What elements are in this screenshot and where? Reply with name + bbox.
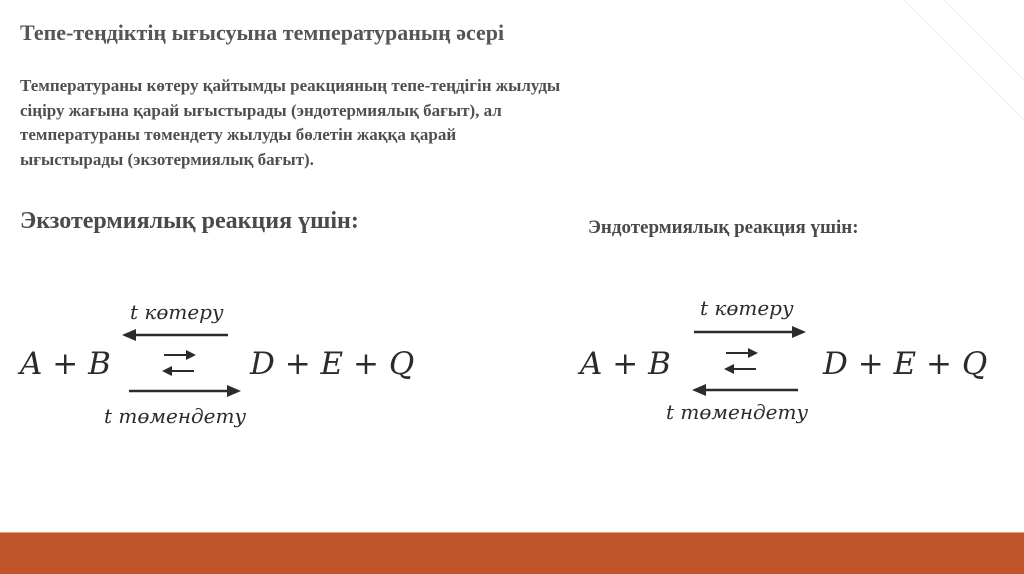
exothermic-heading: Экзотермиялық реакция үшін:: [20, 208, 359, 234]
footer-accent-bar: [0, 533, 1024, 574]
endo-top-label: t көтеру: [700, 296, 794, 320]
endo-products: D + E + Q: [823, 346, 988, 382]
endo-reactants: A + B: [580, 346, 671, 382]
explanation-paragraph: [20, 74, 740, 172]
equilibrium-arrows-icon: [160, 345, 200, 379]
paragraph-line: Температураны көтеру қайтымды реакцияның тепе-теңдігін жылуды: [20, 76, 561, 95]
equilibrium-arrows-icon: [722, 343, 762, 377]
paragraph-line: температураны төмендету жылуды бөлетін жаққа қарай: [20, 125, 457, 144]
paragraph-line: сіңіру жағына қарай ығыстырады (эндотермиялық бағыт), ал: [20, 100, 502, 120]
endo-top-arrow: [690, 322, 810, 342]
endothermic-heading: Эндотермиялық реакция үшін:: [588, 217, 859, 238]
corner-decoration: [904, 0, 1024, 120]
endo-bottom-label: t төмендету: [666, 400, 809, 424]
endo-bottom-arrow: [690, 380, 810, 400]
exo-products: D + E + Q: [250, 346, 415, 382]
exo-reactants: A + B: [20, 346, 111, 382]
exo-bottom-label: t төмендету: [104, 404, 247, 428]
slide-title: Тепе-теңдіктің ығысуына температураның әсері: [20, 20, 505, 45]
exo-top-arrow: [120, 325, 240, 345]
paragraph-line: ығыстырады (экзотермиялық бағыт).: [20, 149, 314, 169]
exo-bottom-arrow: [125, 381, 245, 401]
exo-top-label: t көтеру: [130, 300, 224, 324]
